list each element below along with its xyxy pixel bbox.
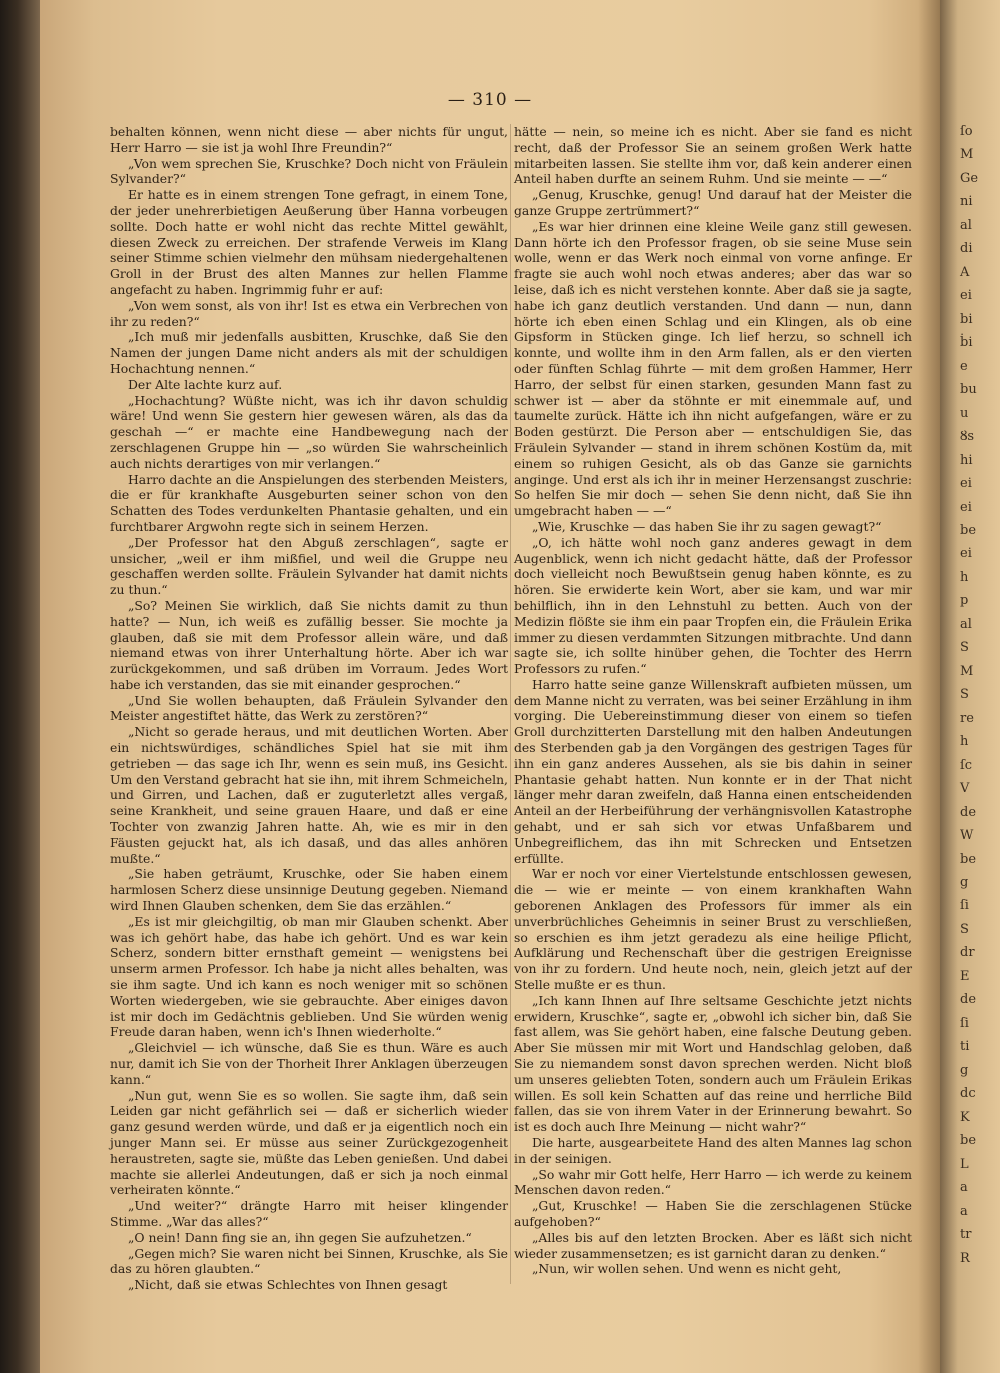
next-page-text-fragment: M [960, 147, 974, 163]
paragraph: behalten können, wenn nicht diese — aber nichts für ungut, Herr Harro — sie ist ja wohl Ihre Freundin?“ [110, 124, 508, 155]
next-page-text-fragment: M [960, 663, 974, 679]
paragraph: Die harte, ausgearbeitete Hand des alten Mannes lag schon in der seinigen. [514, 1135, 912, 1166]
paragraph: Er hatte es in einem strengen Tone gefragt, in einem Tone, der jeder unehrerbietigen Aeußerung über Hanna vorbeugen sollte. Doch hatte er wohl nicht das rechte Mittel gewählt, diesen Zweck zu erreichen. Der strafende Verweis im Klang seiner Stimme schien vielmehr den mühsam niedergehaltenen Groll in der Brust des alten Mannes zur hellen Flamme angefacht zu haben. Ingrimmig fuhr er auf: [110, 187, 508, 297]
page-number: — 310 — [447, 90, 533, 110]
next-page-text-fragment: e [960, 358, 968, 374]
next-page-text-fragment: al [960, 616, 972, 632]
paragraph: „Ich kann Ihnen auf Ihre seltsame Geschichte jetzt nichts erwidern, Kruschke“, sagte er, „obwohl ich sicher bin, daß Sie fast allem, was Sie gehört haben, eine falsche Deutung geben. Aber Sie müssen mir mit Wort und Handschlag geloben, daß Sie zu niemandem sonst davon sprechen werden. Nicht bloß um unseres geliebten Toten, sondern auch um Fräulein Erikas willen. Es soll kein Schatten auf das reine und herrliche Bild fallen, das sie von ihrem Vater in der Erinnerung bewahrt. So ist es doch auch Ihre Meinung — nicht wahr?“ [514, 992, 912, 1135]
paragraph: „Wie, Kruschke — das haben Sie ihr zu sagen gewagt?“ [532, 518, 882, 534]
paragraph: „Ich muß mir jedenfalls ausbitten, Kruschke, daß Sie den Namen der jungen Dame nicht anders als mit der schuldigen Hochachtung nennen.“ [110, 329, 508, 376]
paragraph: hätte — nein, so meine ich es nicht. Aber sie fand es nicht recht, daß der Professor Sie an seinem großen Werk hatte mitarbeiten lassen. Sie stellte ihm vor, daß kein anderer einen Anteil haben durfte an seinem Ruhm. Und sie meinte — —“ [514, 124, 912, 187]
paragraph: „Und Sie wollen behaupten, daß Fräulein Sylvander den Meister angestiftet hätte, das Werk zu zerstören?“ [110, 692, 508, 724]
next-page-text-fragment: L [960, 1156, 969, 1172]
paragraph: „Gegen mich? Sie waren nicht bei Sinnen, Kruschke, als Sie das zu hören glaubten.“ [110, 1245, 508, 1277]
paragraph: „Nun, wir wollen sehen. Und wenn es nicht geht, [532, 1261, 842, 1277]
next-page-text-fragment: ei [960, 499, 972, 515]
left-column [110, 124, 508, 1293]
paragraph: „Gut, Kruschke! — Haben Sie die zerschlagenen Stücke aufgehoben?“ [514, 1198, 912, 1229]
next-page-text-fragment: V [960, 781, 970, 797]
next-page-text-fragment: a [960, 1180, 968, 1196]
book-binding [0, 0, 44, 1373]
next-page-text-fragment: ḃi [960, 335, 973, 351]
adjacent-page-edge [940, 0, 1000, 1373]
paragraph: „O nein! Dann fing sie an, ihn gegen Sie aufzuhetzen.“ [128, 1229, 472, 1245]
next-page-text-fragment: ti [960, 1039, 970, 1055]
next-page-text-fragment: dc [960, 1086, 976, 1102]
paragraph: Harro hatte seine ganze Willenskraft aufbieten müssen, um dem Manne nicht zu verraten, was bei seiner Erzählung in ihm vorging. Die Uebereinstimmung dieser von einem so tiefen Groll durchzitterten Darstellung mit den halben Andeutungen des Sterbenden gab ja den Vorgängen des gestrigen Tages für ihn ein ganz anderes Aussehen, als sie bis dahin in seiner Phantasie gehabt hatten. Nun konnte er in der That nicht länger mehr daran zweifeln, daß Hanna einen entscheidenden Anteil an der Herbeiführung der verhängnisvollen Katastrophe gehabt, und er sah sich vor etwas Unfaßbarem und Unbegreiflichem, das ihn mit Schrecken und Entsetzen erfüllte. [514, 676, 912, 866]
next-page-text-fragment: tr [960, 1227, 972, 1243]
next-page-text-fragment: re [960, 710, 974, 726]
next-page-text-fragment: ei [960, 288, 972, 304]
paragraph: Der Alte lachte kurz auf. [128, 376, 283, 392]
next-page-text-fragment: E [960, 968, 970, 984]
next-page-text-fragment: ei [960, 476, 972, 492]
right-column [514, 124, 912, 1277]
paragraph: „Nicht, daß sie etwas Schlechtes von Ihnen gesagt [128, 1277, 448, 1293]
next-page-text-fragment: S [960, 640, 969, 656]
next-page-text-fragment: ni [960, 194, 973, 210]
paragraph: „Genug, Kruschke, genug! Und darauf hat der Meister die ganze Gruppe zertrümmert?“ [514, 187, 912, 218]
next-page-text-fragment: A [960, 264, 970, 280]
next-page-text-fragment: be [960, 851, 977, 867]
next-page-text-fragment: p [960, 593, 969, 609]
next-page-text-fragment: h [960, 734, 969, 750]
paragraph: „Alles bis auf den letzten Brocken. Aber es läßt sich nicht wieder zusammensetzen; es ist garnicht daran zu denken.“ [514, 1229, 912, 1261]
page-edge-shadow [918, 0, 940, 1373]
paragraph: „Und weiter?“ drängte Harro mit heiser klingender Stimme. „War das alles?“ [110, 1198, 508, 1229]
book-page [40, 0, 940, 1373]
next-page-text-fragment: hi [960, 452, 973, 468]
paragraph: „Der Professor hat den Abguß zerschlagen“, sagte er unsicher, „weil er ihm mißfiel, und weil die Gruppe neu geschaffen werden sollte. Fräulein Sylvander hat damit nichts zu thun.“ [110, 534, 508, 598]
paragraph: „Nicht so gerade heraus, und mit deutlichen Worten. Aber ein nichtswürdiges, schändliches Spiel hat sie mit ihm getrieben — das sage ich Ihr, wenn es sein muß, ins Gesicht. Um den Verstand gebracht hat sie ihn, mit ihrem Schmeicheln, und Girren, und Lachen, daß er zuguterletzt alles vergaß, seine Krankheit, und seine grauen Haare, und daß er eine Tochter von zwanzig Jahren hatte. Ah, wie es mir in den Fäusten gejuckt hat, als ich dasaß, und das alles anhören mußte.“ [110, 724, 508, 866]
paragraph: „Es ist mir gleichgiltig, ob man mir Glauben schenkt. Aber was ich gehört habe, das habe ich gehört. Und es war kein Scherz, sondern bitter ernsthaft gemeint — wenigstens bei unserm armen Professor. Ich habe ja nicht alles behalten, was sie ihm sagte. Und ich kann es noch weniger mit so schönen Worten wiedergeben, wie sie gebrauchte. Aber einiges davon ist mir doch im Gedächtnis geblieben. Und Sie würden wenig Freude daran haben, wenn ich's Ihnen wiederholte.“ [110, 913, 508, 1040]
next-page-text-fragment: di [960, 241, 973, 257]
next-page-text-fragment: K [960, 1109, 970, 1125]
next-page-text-fragment: dr [960, 945, 975, 961]
next-page-text-fragment: S [960, 921, 969, 937]
paragraph: „Sie haben geträumt, Kruschke, oder Sie haben einem harmlosen Scherz diese unsinnige Deutung gegeben. Niemand wird Ihnen Glauben schenken, dem Sie das erzählen.“ [110, 866, 508, 914]
paragraph: „So wahr mir Gott helfe, Herr Harro — ich werde zu keinem Menschen davon reden.“ [514, 1166, 912, 1198]
next-page-text-fragment: ſc [960, 757, 973, 773]
next-page-text-fragment: g [960, 1062, 969, 1078]
next-page-text-fragment: be [960, 522, 977, 538]
paragraph: Harro dachte an die Anspielungen des sterbenden Meisters, die er für krankhafte Ausgeburten seiner schon von den Schatten des Todes verdunkelten Phantasie gehalten, und ein furchtbarer Argwohn regte sich in seinem Herzen. [110, 471, 508, 534]
next-page-text-fragment: g [960, 875, 969, 891]
next-page-text-fragment: ſo [960, 124, 973, 139]
paragraph: „Nun gut, wenn Sie es so wollen. Sie sagte ihm, daß sein Leiden gar nicht gefährlich sei — daß er sicherlich wieder ganz gesund werden würde, und daß er ja eigentlich noch ein junger Mann sei. Er müsse aus seiner Zurückgezogenheit heraustreten, sagte sie, müßte das Leben genießen. Und dabei machte sie allerlei Andeutungen, daß er sich ja noch einmal verheiraten könnte.“ [110, 1087, 508, 1198]
paragraph: „So? Meinen Sie wirklich, daß Sie nichts damit zu thun hatte? — Nun, ich weiß es zufällig besser. Sie mochte ja glauben, daß sie mit dem Professor allein wäre, und daß niemand etwas von ihrer Unterhaltung hörte. Aber ich war zurückgekommen, und saß drüben im Vorraum. Jedes Wort habe ich verstanden, das sie mit einander gesprochen.“ [110, 597, 508, 692]
next-page-text-fragment: W [960, 828, 974, 844]
paragraph: „Hochachtung? Wüßte nicht, was ich ihr davon schuldig wäre! Und wenn Sie gestern hier gewesen wären, als das da geschah —“ er machte eine Handbewegung nach der zerschlagenen Gruppe hin — „so würden Sie wahrscheinlich auch nichts derartiges von mir verlangen.“ [110, 392, 508, 471]
next-page-text-fragment: u [960, 405, 969, 421]
next-page-text-fragment: al [960, 217, 972, 233]
next-page-text-fragment: Ge [960, 170, 979, 186]
column-divider [510, 124, 511, 1284]
next-page-text-fragment: h [960, 569, 969, 585]
paragraph: „O, ich hätte wohl noch ganz anderes gewagt in dem Augenblick, wenn ich nicht gedacht hätte, daß der Professor doch vielleicht noch Bewußtsein genug haben könnte, es zu hören. Sie erwiderte kein Wort, aber sie kam, und war mir behilflich, ihn in den Lehnstuhl zu betten. Auch von der Medizin flößte sie ihm ein paar Tropfen ein, die Fräulein Erika immer zu diesen verdammten Sitzungen mitbrachte. Und dann sagte sie, ich sollte hinüber gehen, die Tochter des Herrn Professors zu rufen.“ [514, 534, 912, 677]
next-page-text-fragment: a [960, 1203, 968, 1219]
paragraph: „Gleichviel — ich wünsche, daß Sie es thun. Wäre es auch nur, damit ich Sie von der Thorheit Ihrer Anklagen überzeugen kann.“ [110, 1040, 508, 1087]
next-page-text-fragment: ei [960, 546, 972, 562]
paragraph: „Von wem sprechen Sie, Kruschke? Doch nicht von Fräulein Sylvander?“ [110, 155, 508, 187]
paragraph: „Es war hier drinnen eine kleine Weile ganz still gewesen. Dann hörte ich den Professor fragen, ob sie seine Muse sein wolle, wenn er das Werk noch einmal von vorne anfinge. Er fragte sie auch wohl noch etwas anderes; aber das war so leise, daß ich es nicht verstehen konnte. Aber daß sie ja sagte, habe ich ganz deutlich verstanden. Und dann — nun, dann hörte ich eben einen Schlag und ein Klingen, als ob eine Gipsform in Stücken ginge. Ich lief herzu, so schnell ich konnte, und wollte ihm in den Arm fallen, als er den vierten oder fünften Schlag führte — mit dem großen Hammer, Herr Harro, der selbst für einen starken, gesunden Mann fast zu schwer ist — aber da stöhnte er mit einemmale auf, und taumelte zurück. Hätte ich ihn nicht aufgefangen, wäre er zu Boden gestürzt. Die Person aber — entschuldigen Sie, das Fräulein Sylvander — stand in ihrem schönen Kostüm da, mit einem so ruhigen Gesicht, als ob das Ganze sie garnichts anginge. Und erst als ich ihr in meiner Herzensangst zuschrie: So helfen Sie mir doch — sehen Sie denn nicht, daß Sie ihn umgebracht haben — —“ [514, 218, 912, 519]
next-page-text-fragment: de [960, 804, 977, 820]
paragraph: „Von wem sonst, als von ihr! Ist es etwa ein Verbrechen von ihr zu reden?“ [110, 297, 508, 329]
next-page-text-fragment: ſi [960, 1015, 969, 1031]
next-page-text-fragment: S [960, 687, 969, 703]
next-page-text-fragment: be [960, 1133, 977, 1149]
next-page-text-fragment: Ȣs [960, 429, 975, 445]
next-page-text-fragment: bi [960, 311, 973, 327]
next-page-text-fragment: de [960, 992, 977, 1008]
next-page-text-fragment: bu [960, 382, 977, 398]
next-page-text-fragment: R [960, 1250, 970, 1266]
next-page-text-fragment: ſi [960, 898, 969, 914]
paragraph: War er noch vor einer Viertelstunde entschlossen gewesen, die — wie er meinte — von einem krankhaften Wahn geborenen Anklagen des Professors für immer als ein unverbrüchliches Geheimnis in seiner Brust zu verschließen, so erschien es ihm jetzt geradezu als eine heilige Pflicht, Aufklärung und Rechenschaft über die gestrigen Ereignisse von ihr zu fordern. Und heute noch, nein, gleich jetzt auf der Stelle mußte er es thun. [514, 866, 912, 993]
